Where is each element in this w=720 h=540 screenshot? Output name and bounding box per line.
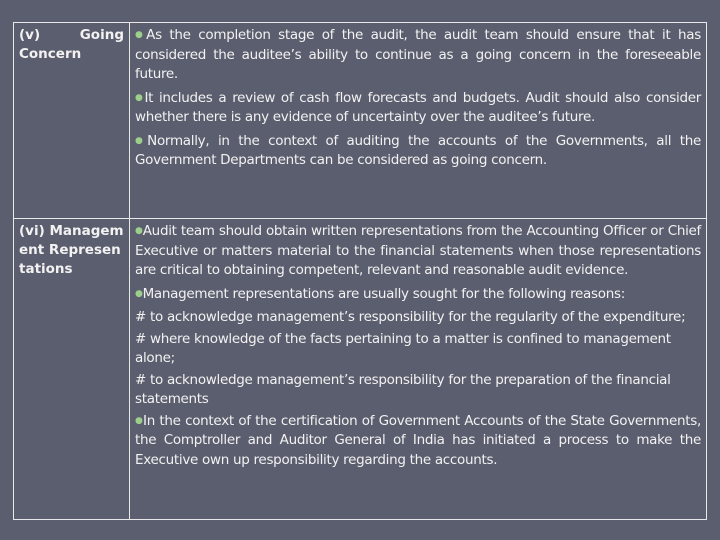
reason-item: # to acknowledge management’s responsibility for the preparation of the financial statements — [135, 371, 671, 407]
content-table — [13, 22, 707, 520]
reason-item: # to acknowledge management’s responsibility for the regularity of the expenditure; — [135, 309, 686, 325]
bullet-icon: ● — [135, 226, 143, 236]
reason-item: # where knowledge of the facts pertaining to a matter is confined to management alone; — [135, 330, 671, 366]
bullet-icon: ● — [135, 135, 148, 146]
row-content — [130, 219, 706, 519]
bullet-icon: ● — [135, 288, 143, 299]
heading-line: Concern — [19, 46, 82, 62]
bullet-item: ●As the completion stage of the audit, the audit team should ensure that it has considered the auditee’s ability to continue as a going concern in the foreseeable future. — [135, 27, 701, 82]
bullet-item: ●Normally, in the context of auditing the accounts of the Governments, all the Government Departments can be considered as going concern. — [135, 132, 701, 168]
row-content — [130, 23, 706, 218]
row-heading: (vi) Management Representations — [14, 219, 130, 519]
bullet-item: ●Management representations are usually sought for the following reasons: — [135, 285, 625, 302]
bullet-icon: ● — [135, 415, 144, 426]
bullet-item: ●It includes a review of cash flow forecasts and budgets. Audit should also consider whether there is any evidence of uncertainty over the auditee’s future. — [135, 89, 702, 125]
bullet-item: ●Audit team should obtain written representations from the Accounting Officer or Chief Executive or matters material to the financial statements when those representations are critical to obtaining competent, relevant and reasonable audit evidence. — [135, 223, 701, 278]
table-row-management-representations — [14, 219, 706, 519]
bullet-icon: ● — [135, 30, 147, 40]
table-row-going-concern — [14, 23, 706, 219]
bullet-item: ●In the context of the certification of Government Accounts of the State Governments, the Comptroller and Auditor General of India has initiated a process to make the Executive own up responsibility regarding the accounts. — [135, 412, 701, 468]
row-heading — [14, 23, 130, 218]
heading-line: (v) Going — [19, 27, 124, 43]
bullet-icon: ● — [135, 92, 145, 103]
